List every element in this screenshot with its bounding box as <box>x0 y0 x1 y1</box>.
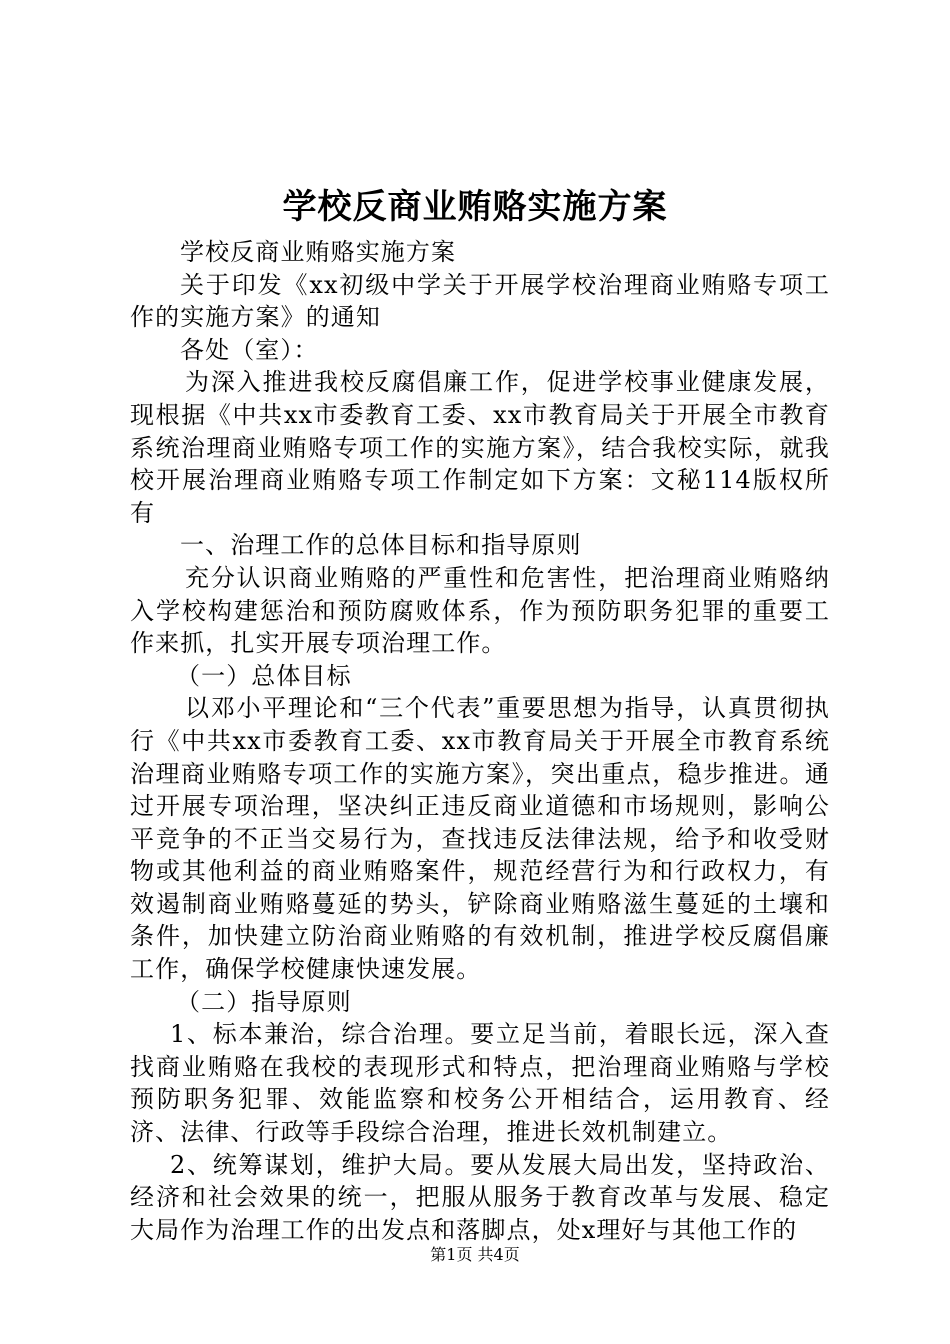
page-footer: 第1页 共4页 <box>430 1245 520 1264</box>
document-body <box>130 236 830 1246</box>
subsection-heading-principles: （二）指导原则 <box>176 987 352 1016</box>
section-heading-1: 一、治理工作的总体目标和指导原则 <box>180 531 582 560</box>
paragraph-section-1: 充分认识商业贿赂的严重性和危害性，把治理商业贿赂纳入学校构建惩治和预防腐败体系，作为预防职务犯罪的重要工作来抓，扎实开展专项治理工作。 <box>130 563 830 658</box>
paragraph-principle-2: 2、统筹谋划，维护大局。要从发展大局出发，坚持政治、经济和社会效果的统一，把服从服务于教育改革与发展、稳定大局作为治理工作的出发点和落脚点，处x理好与其他工作的 <box>130 1150 830 1244</box>
paragraph-subtitle: 学校反商业贿赂实施方案 <box>180 238 457 266</box>
paragraph-principle-1: 1、标本兼治，综合治理。要立足当前，着眼长远，深入查找商业贿赂在我校的表现形式和特点，把治理商业贿赂与学校预防职务犯罪、效能监察和校务公开相结合，运用教育、经济、法律、行政等手段综合治理，推进长效机制建立。 <box>130 1020 830 1147</box>
paragraph-intro: 为深入推进我校反腐倡廉工作，促进学校事业健康发展，现根据《中共xx市委教育工委、xx市教育局关于开展全市教育系统治理商业贿赂专项工作的实施方案》，结合我校实际，就我校开展治理商业贿赂专项工作制定如下方案：文秘114版权所有 <box>130 368 830 527</box>
subsection-heading-goals: （一）总体目标 <box>176 661 352 690</box>
paragraph-notice-title: 关于印发《xx初级中学关于开展学校治理商业贿赂专项工作的实施方案》的通知 <box>130 270 830 332</box>
paragraph-goals: 以邓小平理论和“三个代表”重要思想为指导，认真贯彻执行《中共xx市委教育工委、xx市教育局关于开展全市教育系统治理商业贿赂专项工作的实施方案》，突出重点，稳步推进。通过开展专项治理，坚决纠正违反商业道德和市场规则，影响公平竞争的不正当交易行为，查找违反法律法规，给予和收受财物或其他利益的商业贿赂案件，规范经营行为和行政权力，有效遏制商业贿赂蔓延的势头，铲除商业贿赂滋生蔓延的土壤和条件，加快建立防治商业贿赂的有效机制，推进学校反腐倡廉工作，确保学校健康快速发展。 <box>130 694 830 984</box>
document-title: 学校反商业贿赂实施方案 <box>282 187 668 227</box>
paragraph-salutation: 各处（室）： <box>180 335 319 364</box>
